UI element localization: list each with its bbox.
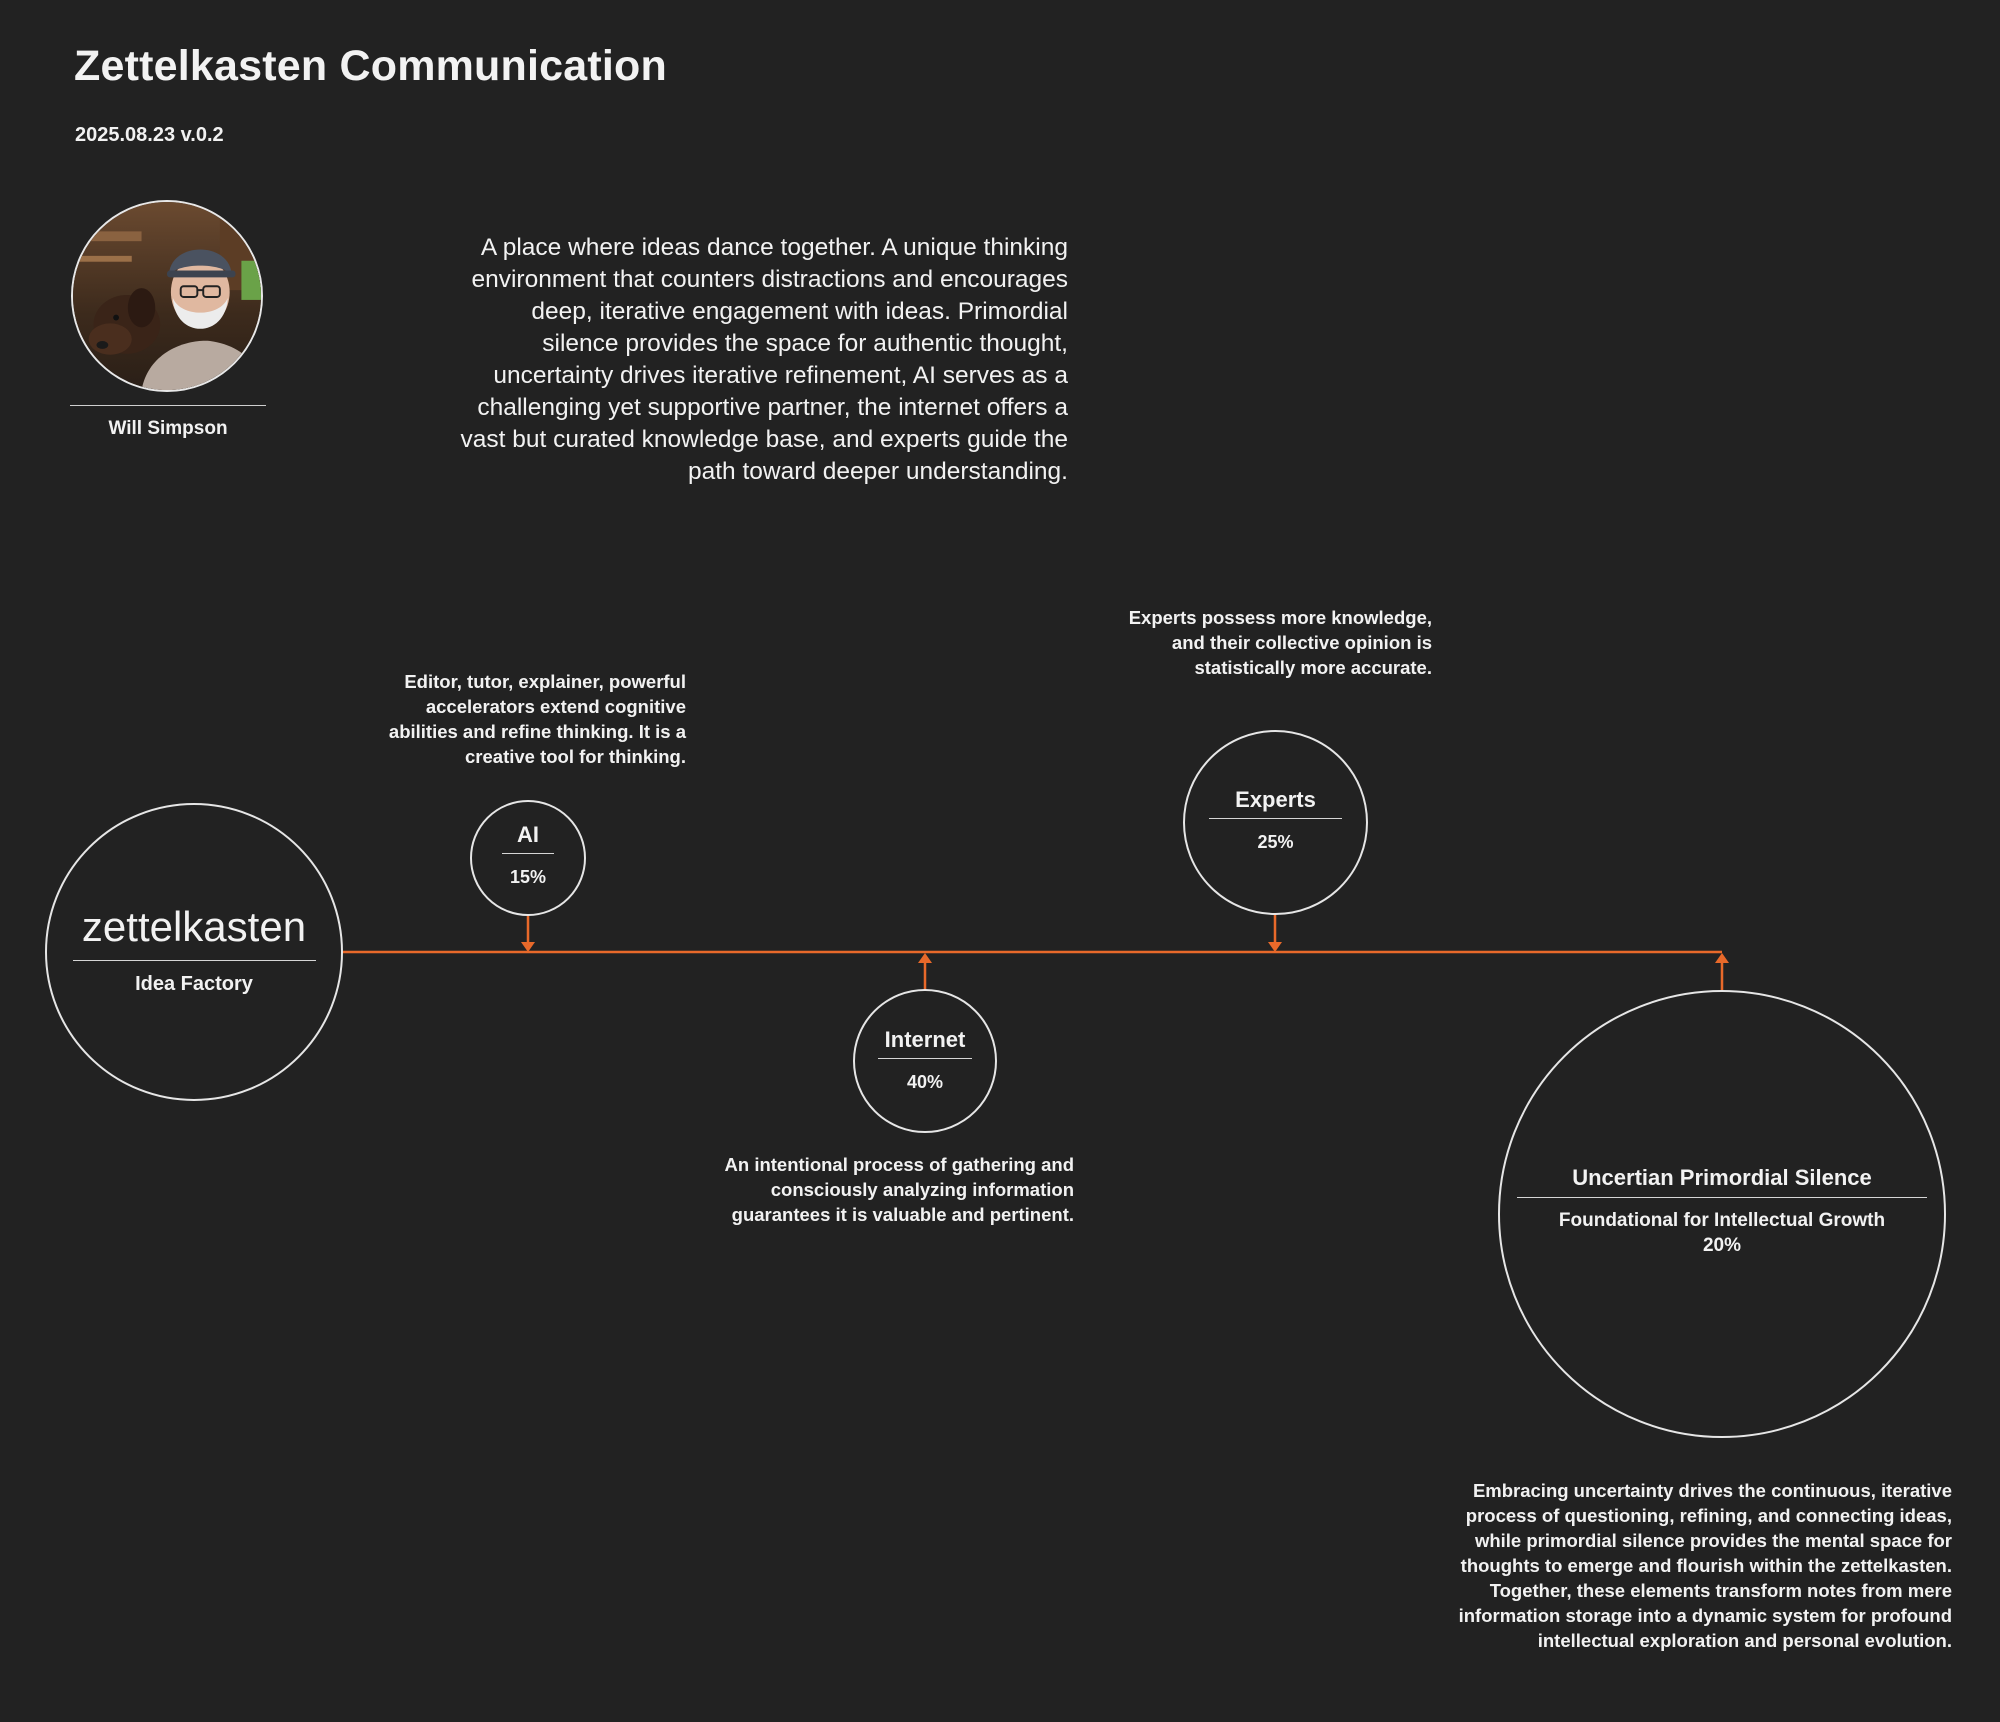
silence-title: Uncertian Primordial Silence — [1572, 1165, 1872, 1190]
page-title: Zettelkasten Communication — [74, 42, 667, 90]
author-divider — [70, 405, 266, 406]
ai-node — [470, 800, 586, 916]
experts-percent: 25% — [1257, 832, 1294, 852]
silence-subtitle: Foundational for Intellectual Growth — [1558, 1210, 1886, 1231]
ai-percent: 15% — [509, 867, 547, 887]
experts-title: Experts — [1235, 787, 1316, 812]
internet-description: An intentional process of gathering and consciously analyzing information guarantees it is valuable and pertinent. — [724, 1154, 1074, 1225]
zettelkasten-divider — [73, 960, 316, 961]
zettelkasten-title: zettelkasten — [81, 903, 307, 950]
experts-divider — [1209, 818, 1342, 819]
author-photo — [73, 202, 261, 390]
author-name: Will Simpson — [108, 418, 228, 439]
silence-arrow-up-icon — [1715, 953, 1729, 963]
ai-divider — [502, 853, 554, 854]
internet-divider — [878, 1058, 972, 1059]
experts-arrow-down-icon — [1268, 942, 1282, 952]
silence-description: Embracing uncertainty drives the continuous, iterative process of questioning, refining, and connecting ideas, while primordial silence provides the mental space for thoughts to emerge and flourish within the zettelkasten. Together, these elements transform notes from mere information storage into a dynamic system for profound intellectual exploration and personal evolution. — [1458, 1480, 1952, 1651]
version-label: 2025.08.23 v.0.2 — [75, 124, 224, 146]
avatar — [71, 200, 263, 392]
internet-title: Internet — [884, 1027, 966, 1052]
silence-divider — [1517, 1197, 1927, 1198]
silence-percent: 20% — [1702, 1235, 1742, 1256]
zettelkasten-subtitle: Idea Factory — [135, 973, 253, 995]
ai-description: Editor, tutor, explainer, powerful accelerators extend cognitive abilities and refine thinking. It is a creative tool for thinking. — [388, 671, 686, 767]
intro-paragraph: A place where ideas dance together. A unique thinking environment that counters distractions and encourages deep, iterative engagement with ideas. Primordial silence provides the space for authentic thought, uncertainty drives iterative refinement, AI serves as a challenging yet supportive partner, the internet offers a vast but curated knowledge base, and experts guide the path toward deeper understanding. — [460, 234, 1068, 485]
ai-title: AI — [517, 822, 539, 847]
internet-node — [853, 989, 997, 1133]
internet-percent: 40% — [906, 1072, 944, 1092]
experts-node — [1183, 730, 1368, 915]
zettelkasten-node — [45, 803, 343, 1101]
internet-arrow-up-icon — [918, 953, 932, 963]
experts-description: Experts possess more knowledge, and their collective opinion is statistically more accurate. — [1128, 607, 1432, 678]
ai-arrow-down-icon — [521, 942, 535, 952]
